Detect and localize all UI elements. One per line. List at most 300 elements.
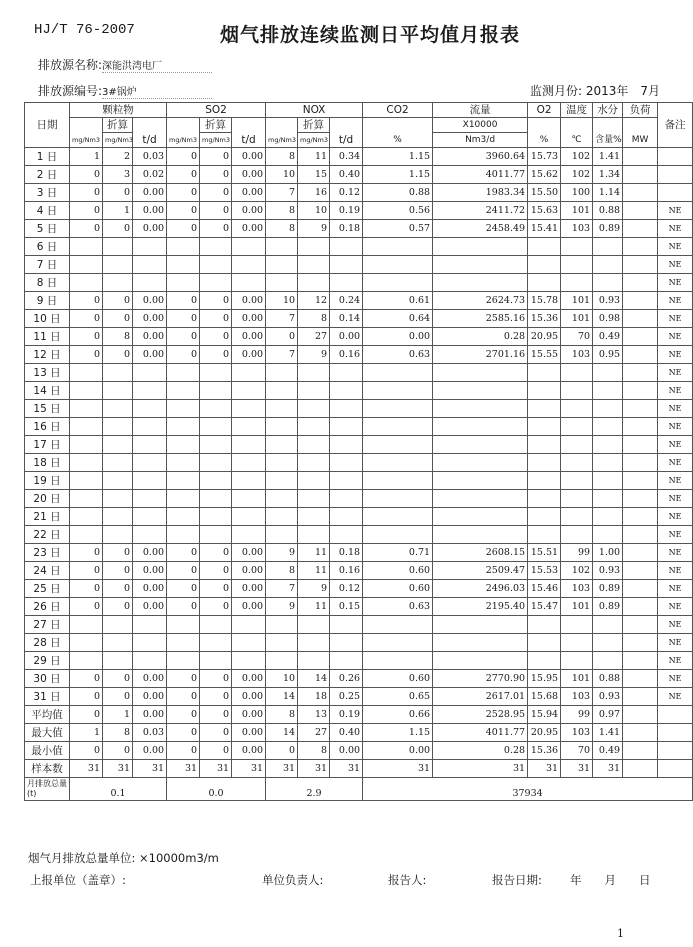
table-row — [25, 202, 693, 220]
cell — [298, 418, 330, 436]
cell: 0.15 — [330, 598, 363, 616]
cell — [623, 346, 658, 364]
cell: 1.41 — [593, 148, 623, 166]
cell: 11 — [298, 148, 330, 166]
cell: 0.00 — [133, 742, 167, 760]
header-o2-unit: % — [528, 118, 561, 148]
cell: 0.00 — [232, 184, 266, 202]
cell: 0 — [70, 670, 103, 688]
cell — [528, 418, 561, 436]
table-row — [25, 310, 693, 328]
cell — [103, 472, 133, 490]
cell — [200, 400, 232, 418]
cell — [363, 652, 433, 670]
cell: 10 — [266, 166, 298, 184]
cell — [623, 220, 658, 238]
row-label: 1 日 — [25, 148, 70, 166]
cell: 0 — [167, 202, 200, 220]
cell: 0 — [103, 292, 133, 310]
row-label: 3 日 — [25, 184, 70, 202]
cell: 0.00 — [232, 220, 266, 238]
cell — [232, 634, 266, 652]
table-row — [25, 616, 693, 634]
cell: 0.00 — [232, 706, 266, 724]
remark-cell: NE — [658, 598, 693, 616]
row-label: 27 日 — [25, 616, 70, 634]
cell — [133, 238, 167, 256]
cell: 0 — [167, 670, 200, 688]
cell: 0.18 — [330, 220, 363, 238]
remark-cell: NE — [658, 346, 693, 364]
row-label: 平均值 — [25, 706, 70, 724]
cell — [561, 634, 593, 652]
remark-cell: NE — [658, 508, 693, 526]
cell — [167, 454, 200, 472]
cell: 9 — [298, 346, 330, 364]
cell: 0.25 — [330, 688, 363, 706]
cell: 0 — [70, 706, 103, 724]
cell: 0.88 — [593, 670, 623, 688]
remark-cell: NE — [658, 490, 693, 508]
cell — [266, 472, 298, 490]
cell: 15.95 — [528, 670, 561, 688]
cell — [298, 382, 330, 400]
cell: 27 — [298, 724, 330, 742]
cell: 15.78 — [528, 292, 561, 310]
cell — [200, 634, 232, 652]
total-flow: 37934 — [363, 778, 693, 801]
cell — [561, 382, 593, 400]
cell: 14 — [266, 724, 298, 742]
cell: 0.93 — [593, 292, 623, 310]
table-row — [25, 598, 693, 616]
cell: 0 — [167, 544, 200, 562]
cell: 2411.72 — [433, 202, 528, 220]
cell — [232, 652, 266, 670]
table-row — [25, 580, 693, 598]
cell: 8 — [266, 706, 298, 724]
cell: 0 — [103, 580, 133, 598]
cell — [200, 508, 232, 526]
header-load: 负荷 — [623, 103, 658, 118]
cell: 2195.40 — [433, 598, 528, 616]
row-label: 19 日 — [25, 472, 70, 490]
table-row — [25, 346, 693, 364]
cell — [593, 400, 623, 418]
cell — [167, 418, 200, 436]
cell: 0.00 — [330, 742, 363, 760]
row-label: 31 日 — [25, 688, 70, 706]
cell: 0.00 — [133, 688, 167, 706]
cell — [266, 238, 298, 256]
cell: 0 — [167, 580, 200, 598]
cell: 0 — [167, 598, 200, 616]
cell: 99 — [561, 544, 593, 562]
cell: 0 — [70, 688, 103, 706]
cell — [433, 652, 528, 670]
cell: 4011.77 — [433, 724, 528, 742]
cell: 0.49 — [593, 742, 623, 760]
cell: 99 — [561, 706, 593, 724]
table-row — [25, 220, 693, 238]
cell — [232, 436, 266, 454]
cell — [103, 526, 133, 544]
cell: 0 — [167, 220, 200, 238]
cell — [266, 508, 298, 526]
cell — [232, 256, 266, 274]
cell: 0.00 — [133, 220, 167, 238]
cell: 15.63 — [528, 202, 561, 220]
cell: 0.00 — [133, 202, 167, 220]
cell: 0 — [103, 688, 133, 706]
month-value: 2013年 7月 — [585, 84, 661, 98]
cell — [200, 274, 232, 292]
cell — [232, 616, 266, 634]
cell: 0 — [103, 346, 133, 364]
cell — [623, 562, 658, 580]
cell: 0.18 — [330, 544, 363, 562]
cell: 1 — [103, 706, 133, 724]
cell — [266, 274, 298, 292]
cell: 0 — [200, 310, 232, 328]
cell — [266, 490, 298, 508]
row-label: 6 日 — [25, 238, 70, 256]
cell — [103, 454, 133, 472]
cell — [167, 526, 200, 544]
cell: 2509.47 — [433, 562, 528, 580]
cell — [298, 526, 330, 544]
cell — [232, 454, 266, 472]
cell — [623, 490, 658, 508]
cell: 100 — [561, 184, 593, 202]
cell: 8 — [298, 742, 330, 760]
cell: 31 — [528, 760, 561, 778]
cell: 0.26 — [330, 670, 363, 688]
cell: 0.00 — [232, 202, 266, 220]
cell: 101 — [561, 202, 593, 220]
header-date: 日期 — [25, 103, 70, 148]
cell: 2701.16 — [433, 346, 528, 364]
cell — [167, 274, 200, 292]
report-title: 烟气排放连续监测日平均值月报表 — [220, 24, 521, 46]
cell — [623, 544, 658, 562]
total-label: 月排放总量(t) — [25, 778, 70, 801]
cell — [133, 634, 167, 652]
cell — [623, 724, 658, 742]
cell: 1 — [70, 148, 103, 166]
header-pm: 颗粒物 — [70, 103, 167, 118]
cell — [593, 472, 623, 490]
row-label: 9 日 — [25, 292, 70, 310]
cell: 0 — [103, 598, 133, 616]
cell: 7 — [266, 346, 298, 364]
cell: 102 — [561, 562, 593, 580]
row-label: 26 日 — [25, 598, 70, 616]
row-label: 12 日 — [25, 346, 70, 364]
cell: 0 — [200, 688, 232, 706]
cell: 70 — [561, 328, 593, 346]
cell — [623, 328, 658, 346]
cell: 11 — [298, 544, 330, 562]
cell — [623, 580, 658, 598]
header-so2-mg: mg/Nm3 — [167, 118, 200, 148]
cell — [623, 436, 658, 454]
cell: 0 — [70, 742, 103, 760]
cell: 0.00 — [133, 544, 167, 562]
cell — [561, 454, 593, 472]
cell: 0.00 — [133, 580, 167, 598]
cell: 0.03 — [133, 724, 167, 742]
table-row — [25, 256, 693, 274]
cell — [232, 382, 266, 400]
cell: 0.40 — [330, 166, 363, 184]
cell — [623, 526, 658, 544]
header-temp: 温度 — [561, 103, 593, 118]
cell — [70, 400, 103, 418]
cell — [623, 706, 658, 724]
cell — [200, 436, 232, 454]
cell — [528, 436, 561, 454]
cell — [330, 256, 363, 274]
cell: 7 — [266, 580, 298, 598]
total-pm: 0.1 — [70, 778, 167, 801]
cell: 31 — [433, 760, 528, 778]
cell — [561, 274, 593, 292]
cell — [528, 400, 561, 418]
cell — [70, 526, 103, 544]
remark-cell: NE — [658, 562, 693, 580]
cell — [433, 256, 528, 274]
cell: 0 — [266, 328, 298, 346]
cell — [200, 256, 232, 274]
cell — [298, 274, 330, 292]
cell — [167, 436, 200, 454]
report-date-label: 报告日期: — [492, 873, 542, 887]
cell: 0.64 — [363, 310, 433, 328]
cell — [623, 418, 658, 436]
cell: 0.00 — [133, 670, 167, 688]
cell — [593, 256, 623, 274]
cell: 0 — [200, 148, 232, 166]
cell: 0.02 — [133, 166, 167, 184]
cell — [266, 652, 298, 670]
cell: 10 — [298, 202, 330, 220]
cell — [330, 382, 363, 400]
table-row — [25, 328, 693, 346]
cell: 0.12 — [330, 580, 363, 598]
cell — [561, 616, 593, 634]
row-label: 15 日 — [25, 400, 70, 418]
remark-cell: NE — [658, 364, 693, 382]
cell: 31 — [266, 760, 298, 778]
cell: 15 — [298, 166, 330, 184]
header-moisture: 水分 — [593, 103, 623, 118]
cell: 13 — [298, 706, 330, 724]
source-id-line — [38, 82, 212, 99]
cell — [363, 634, 433, 652]
cell — [167, 364, 200, 382]
cell — [623, 184, 658, 202]
cell: 0.57 — [363, 220, 433, 238]
cell — [330, 526, 363, 544]
monthly-report-table — [24, 102, 693, 801]
cell — [200, 454, 232, 472]
cell — [200, 238, 232, 256]
cell: 0.89 — [593, 598, 623, 616]
responsible-label: 单位负责人: — [262, 873, 324, 887]
cell — [70, 364, 103, 382]
cell: 10 — [266, 670, 298, 688]
cell: 2528.95 — [433, 706, 528, 724]
source-name-line — [38, 56, 212, 73]
cell — [433, 634, 528, 652]
cell: 0 — [167, 688, 200, 706]
cell — [623, 670, 658, 688]
month-label: 监测月份: — [530, 84, 583, 98]
cell: 0.00 — [133, 310, 167, 328]
cell: 0.00 — [232, 166, 266, 184]
table-row — [25, 418, 693, 436]
header-o2: O2 — [528, 103, 561, 118]
cell — [623, 508, 658, 526]
cell — [561, 238, 593, 256]
cell — [167, 238, 200, 256]
cell: 3960.64 — [433, 148, 528, 166]
remark-cell — [658, 166, 693, 184]
cell: 0.71 — [363, 544, 433, 562]
cell — [363, 364, 433, 382]
cell: 0.00 — [133, 598, 167, 616]
cell — [623, 274, 658, 292]
remark-cell: NE — [658, 418, 693, 436]
cell — [528, 364, 561, 382]
row-label: 10 日 — [25, 310, 70, 328]
cell — [433, 274, 528, 292]
cell — [623, 760, 658, 778]
cell: 0.00 — [133, 184, 167, 202]
cell: 1.34 — [593, 166, 623, 184]
cell: 7 — [266, 184, 298, 202]
cell: 0.00 — [232, 346, 266, 364]
cell — [167, 382, 200, 400]
cell — [433, 364, 528, 382]
cell: 0 — [200, 706, 232, 724]
cell — [561, 490, 593, 508]
header-temp-unit: ℃ — [561, 118, 593, 148]
report-date-ymd: 年 月 日 — [570, 873, 651, 887]
row-label: 20 日 — [25, 490, 70, 508]
remark-cell: NE — [658, 472, 693, 490]
cell: 4011.77 — [433, 166, 528, 184]
row-label: 29 日 — [25, 652, 70, 670]
cell: 3 — [103, 166, 133, 184]
cell — [70, 634, 103, 652]
cell — [200, 364, 232, 382]
cell: 2585.16 — [433, 310, 528, 328]
cell — [363, 454, 433, 472]
cell: 0 — [200, 742, 232, 760]
cell — [70, 436, 103, 454]
cell — [298, 472, 330, 490]
cell — [623, 256, 658, 274]
cell — [70, 256, 103, 274]
cell: 0 — [70, 166, 103, 184]
cell — [330, 616, 363, 634]
cell — [433, 472, 528, 490]
cell — [133, 400, 167, 418]
cell: 0 — [167, 724, 200, 742]
remark-cell: NE — [658, 292, 693, 310]
cell — [167, 472, 200, 490]
header-pm-td: t/d — [133, 118, 167, 148]
cell — [330, 364, 363, 382]
cell — [266, 364, 298, 382]
cell — [623, 166, 658, 184]
cell: 8 — [103, 724, 133, 742]
cell: 0.19 — [330, 706, 363, 724]
cell: 0.63 — [363, 346, 433, 364]
header-pm-mg: mg/Nm3 — [70, 118, 103, 148]
page-number: 1 — [617, 927, 624, 940]
cell — [330, 436, 363, 454]
cell: 0 — [70, 328, 103, 346]
summary-row — [25, 742, 693, 760]
cell: 2458.49 — [433, 220, 528, 238]
cell — [232, 490, 266, 508]
header-co2-unit: % — [363, 118, 433, 148]
cell: 0.00 — [133, 346, 167, 364]
cell — [623, 364, 658, 382]
cell — [70, 454, 103, 472]
table-row — [25, 490, 693, 508]
remark-cell: NE — [658, 238, 693, 256]
cell — [433, 382, 528, 400]
cell — [298, 490, 330, 508]
cell — [330, 274, 363, 292]
cell — [330, 400, 363, 418]
cell — [330, 454, 363, 472]
remark-cell: NE — [658, 688, 693, 706]
header-so2-converted: 折算 — [200, 118, 232, 133]
header-flow: 流量 — [433, 103, 528, 118]
standard-code: HJ/T 76-2007 — [34, 22, 135, 38]
row-label: 24 日 — [25, 562, 70, 580]
cell — [133, 454, 167, 472]
remark-cell — [658, 706, 693, 724]
cell — [330, 490, 363, 508]
cell: 9 — [298, 220, 330, 238]
cell: 0.00 — [363, 742, 433, 760]
cell: 0 — [167, 328, 200, 346]
cell — [528, 238, 561, 256]
cell: 0 — [200, 598, 232, 616]
header-nox-conv-mg: mg/Nm3 — [298, 133, 330, 148]
cell: 31 — [330, 760, 363, 778]
reporter-label: 报告人: — [388, 873, 427, 887]
table-row — [25, 382, 693, 400]
cell: 0 — [200, 670, 232, 688]
cell — [363, 256, 433, 274]
cell: 0 — [103, 670, 133, 688]
cell — [330, 418, 363, 436]
cell: 0 — [70, 292, 103, 310]
cell: 0 — [70, 598, 103, 616]
cell: 0 — [103, 184, 133, 202]
cell: 0.61 — [363, 292, 433, 310]
cell: 9 — [266, 598, 298, 616]
cell: 0.16 — [330, 562, 363, 580]
cell — [623, 742, 658, 760]
